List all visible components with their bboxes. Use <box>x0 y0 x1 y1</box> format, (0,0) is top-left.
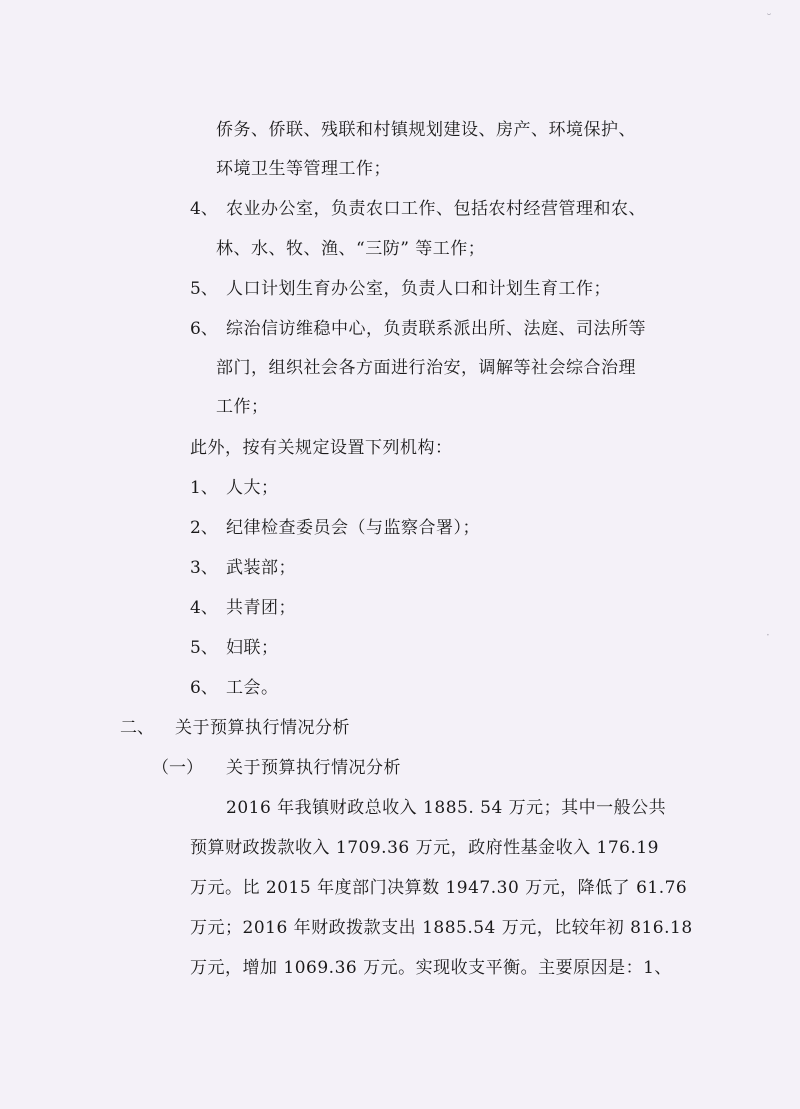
paragraph-line: 万元，增加 1069.36 万元。实现收支平衡。主要原因是：1、 <box>190 958 672 978</box>
list-number: 6、 <box>190 319 218 339</box>
list-number: 5、 <box>190 638 218 658</box>
list-item: 武装部； <box>226 558 296 578</box>
subsection-heading: 关于预算执行情况分析 <box>226 758 401 778</box>
list-item: 人大； <box>226 478 279 498</box>
text-line: 侨务、侨联、残联和村镇规划建设、房产、环境保护、 <box>216 120 636 140</box>
text-line: 部门，组织社会各方面进行治安，调解等社会综合治理 <box>216 358 636 378</box>
subsection-number: （一） <box>152 758 203 778</box>
text-line: 人口计划生育办公室，负责人口和计划生育工作； <box>226 279 611 299</box>
list-number: 4、 <box>190 598 218 618</box>
paragraph-line: 2016 年我镇财政总收入 1885. 54 万元；其中一般公共 <box>226 798 667 818</box>
text-line: 工作； <box>216 397 269 417</box>
paragraph-line: 万元。比 2015 年度部门决算数 1947.30 万元，降低了 61.76 <box>190 878 688 898</box>
section-number: 二、 <box>120 718 154 738</box>
list-item: 工会。 <box>226 678 279 698</box>
list-number: 6、 <box>190 678 218 698</box>
text-line: 农业办公室，负责农口工作、包括农村经营管理和农、 <box>226 199 646 219</box>
text-line: 环境卫生等管理工作； <box>216 159 391 179</box>
list-item: 纪律检查委员会（与监察合署）； <box>226 518 480 538</box>
text-line: 此外，按有关规定设置下列机构： <box>190 438 453 458</box>
list-item: 共青团； <box>226 598 296 618</box>
list-number: 5、 <box>190 279 218 299</box>
list-number: 3、 <box>190 558 218 578</box>
list-number: 4、 <box>190 199 218 219</box>
paragraph-line: 万元；2016 年财政拨款支出 1885.54 万元，比较年初 816.18 <box>190 918 693 938</box>
paragraph-line: 预算财政拨款收入 1709.36 万元，政府性基金收入 176.19 <box>190 838 659 858</box>
scan-speck: ˘ <box>766 12 772 26</box>
list-number: 1、 <box>190 478 218 498</box>
list-number: 2、 <box>190 518 218 538</box>
scan-speck: · <box>766 628 770 642</box>
text-line: 林、水、牧、渔、“三防” 等工作； <box>216 239 486 259</box>
text-line: 综治信访维稳中心，负责联系派出所、法庭、司法所等 <box>226 319 646 339</box>
list-item: 妇联； <box>226 638 279 658</box>
section-heading: 关于预算执行情况分析 <box>175 718 350 738</box>
